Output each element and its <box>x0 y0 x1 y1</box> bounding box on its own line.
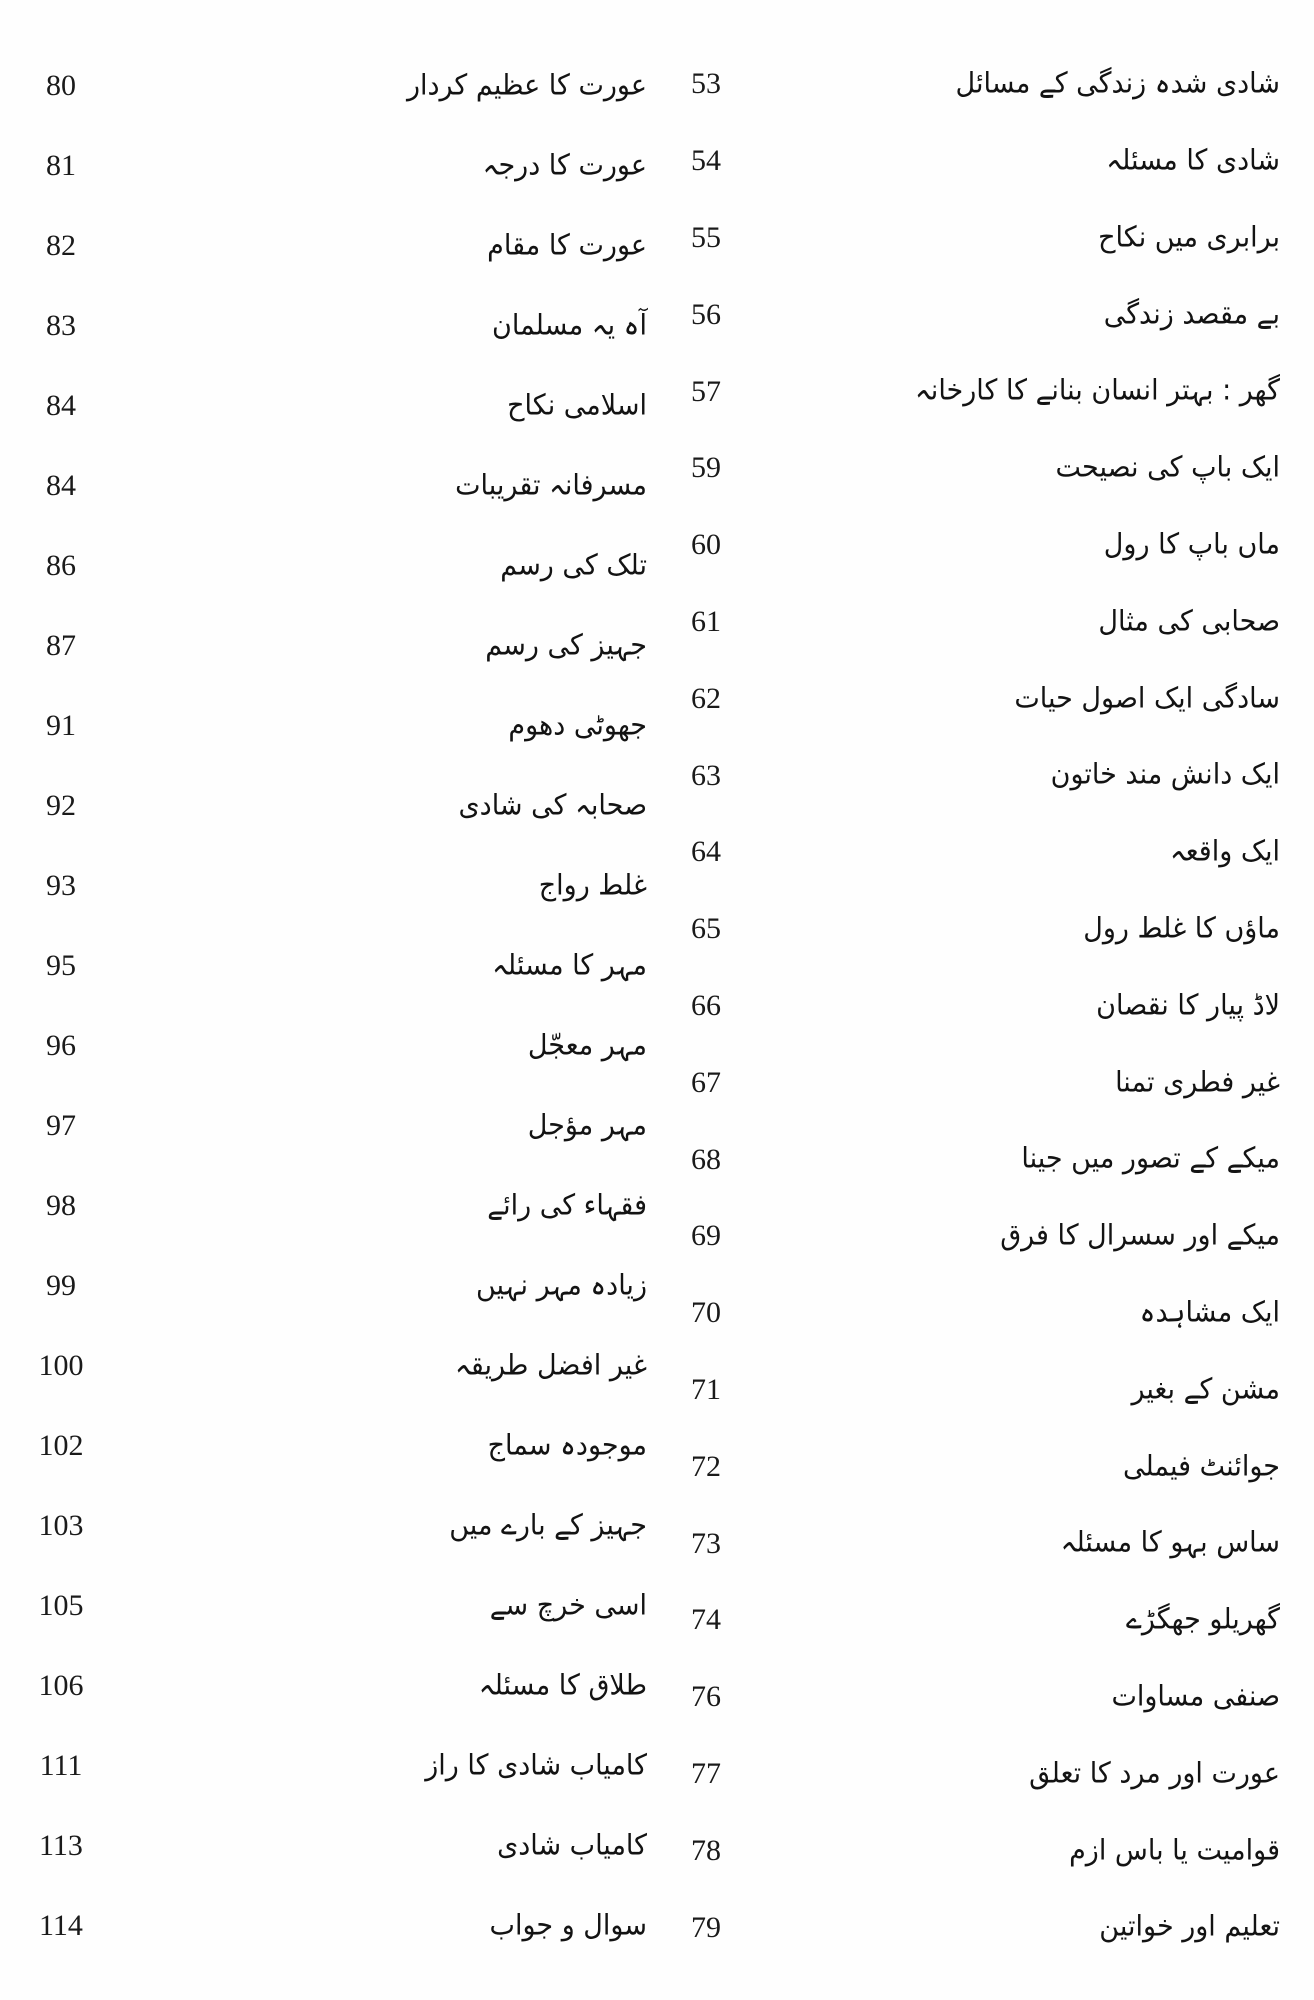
toc-entry-page-number: 64 <box>691 835 721 869</box>
toc-entry-title: لاڈ پیار کا نقصان <box>1096 988 1280 1022</box>
toc-entry-page-number: 77 <box>691 1756 721 1790</box>
toc-entry-title: جہیز کے بارے میں <box>449 1508 647 1542</box>
toc-entry-title: جوائنٹ فیملی <box>1122 1449 1280 1483</box>
toc-entry-title: غیر افضل طریقہ <box>455 1348 647 1382</box>
toc-entry-page-number: 54 <box>691 144 721 178</box>
toc-entry[interactable] <box>30 1806 647 1886</box>
toc-entry[interactable] <box>30 526 647 606</box>
toc-entry-page-number: 87 <box>46 629 76 662</box>
toc-entry-title: سوال و جواب <box>489 1908 647 1942</box>
toc-entry-title: مہر مؤجل <box>527 1108 647 1142</box>
toc-entry-page-number: 60 <box>691 528 721 562</box>
toc-entry[interactable] <box>675 1582 1284 1659</box>
toc-entry[interactable] <box>30 766 647 846</box>
toc-entry-page-number: 56 <box>691 297 721 331</box>
toc-entry[interactable] <box>30 1246 647 1326</box>
toc-entry[interactable] <box>675 891 1284 968</box>
toc-entry[interactable] <box>30 1006 647 1086</box>
toc-entry-page-number: 72 <box>691 1449 721 1483</box>
toc-entry-page-number: 78 <box>691 1833 721 1867</box>
toc-entry-title: شادی شدہ زندگی کے مسائل <box>955 67 1280 101</box>
toc-entry-page-number: 92 <box>46 789 76 822</box>
toc-entry[interactable] <box>675 814 1284 891</box>
toc-entry-page-number: 82 <box>46 229 76 262</box>
toc-entry-page-number: 66 <box>691 988 721 1022</box>
toc-entry[interactable] <box>675 430 1284 507</box>
toc-entry-title: گھر : بہتر انسان بنانے کا کارخانہ <box>914 374 1280 408</box>
toc-entry[interactable] <box>30 1726 647 1806</box>
toc-entry-title: ماؤں کا غلط رول <box>1083 912 1280 945</box>
toc-entry-page-number: 105 <box>38 1589 84 1622</box>
toc-entry[interactable] <box>30 1486 647 1566</box>
toc-entry[interactable] <box>30 206 647 286</box>
toc-entry-page-number: 80 <box>46 69 76 102</box>
toc-entry-title: ساس بہو کا مسئلہ <box>1060 1526 1280 1560</box>
toc-entry[interactable] <box>675 737 1284 814</box>
toc-entry[interactable] <box>30 1166 647 1246</box>
toc-entry-title: میکے اور سسرال کا فرق <box>1000 1219 1280 1253</box>
toc-entry-page-number: 106 <box>38 1669 84 1702</box>
toc-entry-title: گھریلو جھگڑے <box>1126 1603 1280 1637</box>
toc-entry-page-number: 59 <box>691 451 721 485</box>
toc-entry-page-number: 97 <box>46 1109 76 1142</box>
contents-column-right <box>657 46 1284 1966</box>
toc-entry-title: فقہاء کی رائے <box>487 1188 647 1222</box>
toc-entry-title: ماں باپ کا رول <box>1103 528 1280 561</box>
toc-entry-page-number: 84 <box>46 469 76 502</box>
toc-entry[interactable] <box>30 1566 647 1646</box>
toc-entry-title: مہر معجّل <box>527 1028 647 1062</box>
toc-entry-page-number: 76 <box>691 1680 721 1714</box>
toc-entry-title: زیادہ مہر نہیں <box>475 1268 647 1302</box>
toc-entry-page-number: 100 <box>38 1349 84 1382</box>
toc-entry-page-number: 102 <box>38 1429 84 1462</box>
toc-entry-title: عورت اور مرد کا تعلق <box>1029 1756 1280 1790</box>
toc-entry[interactable] <box>675 1889 1284 1966</box>
toc-entry-title: ایک باپ کی نصیحت <box>1055 451 1280 485</box>
toc-entry-page-number: 55 <box>691 220 721 254</box>
toc-entry[interactable] <box>675 1044 1284 1121</box>
toc-entry-page-number: 73 <box>691 1526 721 1560</box>
toc-entry-title: کامیاب شادی <box>497 1828 647 1862</box>
toc-entry-page-number: 71 <box>691 1372 721 1406</box>
toc-entry-title: صحابہ کی شادی <box>458 788 647 822</box>
toc-entry[interactable] <box>675 1736 1284 1813</box>
toc-entry-page-number: 86 <box>46 549 76 582</box>
toc-entry-title: قوامیت یا باس ازم <box>1069 1833 1280 1867</box>
toc-entry-page-number: 91 <box>46 709 76 742</box>
toc-entry[interactable] <box>675 1275 1284 1352</box>
toc-entry[interactable] <box>30 366 647 446</box>
toc-entry[interactable] <box>675 660 1284 737</box>
toc-entry-page-number: 111 <box>39 1749 83 1782</box>
toc-entry-title: مشن کے بغیر <box>1131 1372 1280 1406</box>
toc-entry[interactable] <box>30 606 647 686</box>
toc-entry[interactable] <box>30 1646 647 1726</box>
toc-entry[interactable] <box>675 353 1284 430</box>
toc-entry-title: غلط رواج <box>538 868 647 902</box>
toc-entry-title: غیر فطری تمنا <box>1115 1065 1280 1099</box>
toc-entry-title: ایک دانش مند خاتون <box>1050 758 1280 792</box>
toc-entry[interactable] <box>675 1198 1284 1275</box>
toc-entry-page-number: 96 <box>46 1029 76 1062</box>
toc-entry-page-number: 69 <box>691 1219 721 1253</box>
toc-entry[interactable] <box>675 1121 1284 1198</box>
toc-entry-page-number: 74 <box>691 1603 721 1637</box>
toc-entry-page-number: 93 <box>46 869 76 902</box>
toc-entry-page-number: 57 <box>691 374 721 408</box>
toc-entry-page-number: 103 <box>38 1509 84 1542</box>
toc-entry-title: طلاق کا مسئلہ <box>478 1668 647 1702</box>
toc-entry[interactable] <box>30 846 647 926</box>
toc-entry[interactable] <box>675 584 1284 661</box>
toc-entry-title: سادگی ایک اصول حیات <box>1014 681 1280 715</box>
toc-entry-page-number: 68 <box>691 1142 721 1176</box>
toc-entry-page-number: 98 <box>46 1189 76 1222</box>
toc-entry[interactable] <box>30 1886 647 1966</box>
toc-entry-title: ایک واقعہ <box>1169 835 1280 869</box>
toc-entry-page-number: 67 <box>691 1065 721 1099</box>
toc-entry[interactable] <box>30 926 647 1006</box>
toc-entry[interactable] <box>30 286 647 366</box>
toc-entry-page-number: 61 <box>691 604 721 638</box>
toc-entry[interactable] <box>30 1326 647 1406</box>
toc-entry-page-number: 113 <box>39 1829 83 1862</box>
toc-entry-title: برابری میں نکاح <box>1098 220 1280 254</box>
toc-entry[interactable] <box>675 968 1284 1045</box>
toc-entry-page-number: 53 <box>691 67 721 101</box>
toc-entry-title: تلک کی رسم <box>500 548 647 582</box>
toc-entry[interactable] <box>675 507 1284 584</box>
toc-entry-title: بے مقصد زندگی <box>1103 297 1280 331</box>
toc-entry-title: مہر کا مسئلہ <box>492 948 647 982</box>
toc-entry[interactable] <box>30 1086 647 1166</box>
toc-entry-page-number: 114 <box>39 1909 83 1942</box>
contents-column-left <box>30 46 657 1966</box>
toc-entry-page-number: 62 <box>691 681 721 715</box>
toc-entry-title: تعلیم اور خواتین <box>1099 1910 1280 1944</box>
toc-entry-page-number: 84 <box>46 389 76 422</box>
toc-entry-title: میکے کے تصور میں جینا <box>1021 1142 1280 1176</box>
toc-entry[interactable] <box>675 1812 1284 1889</box>
toc-entry[interactable] <box>675 276 1284 353</box>
toc-entry-title: ایک مشاہدہ <box>1139 1295 1280 1329</box>
toc-entry[interactable] <box>30 686 647 766</box>
toc-entry-page-number: 65 <box>691 912 721 946</box>
toc-entry-page-number: 95 <box>46 949 76 982</box>
toc-entry[interactable] <box>675 1505 1284 1582</box>
toc-entry-title: جہیز کی رسم <box>485 628 647 662</box>
toc-entry[interactable] <box>675 1428 1284 1505</box>
toc-entry[interactable] <box>30 446 647 526</box>
toc-entry-title: عورت کا درجہ <box>482 148 647 182</box>
toc-entry-page-number: 63 <box>691 758 721 792</box>
toc-entry-page-number: 83 <box>46 309 76 342</box>
toc-entry-page-number: 70 <box>691 1296 721 1330</box>
toc-entry-title: اسی خرچ سے <box>489 1588 647 1622</box>
toc-entry-page-number: 99 <box>46 1269 76 1302</box>
toc-entry-page-number: 79 <box>691 1910 721 1944</box>
toc-entry-title: موجودہ سماج <box>487 1428 647 1462</box>
toc-entry-title: عورت کا مقام <box>487 228 647 262</box>
toc-entry[interactable] <box>30 46 647 126</box>
toc-entry-title: مسرفانہ تقریبات <box>455 468 647 502</box>
toc-entry[interactable] <box>675 1352 1284 1429</box>
toc-entry-title: کامیاب شادی کا راز <box>425 1748 647 1782</box>
toc-entry-title: صحابی کی مثال <box>1098 604 1280 638</box>
toc-entry-page-number: 81 <box>46 149 76 182</box>
toc-entry[interactable] <box>675 200 1284 277</box>
toc-entry-title: صنفی مساوات <box>1111 1679 1280 1713</box>
toc-entry-title: شادی کا مسئلہ <box>1106 144 1280 177</box>
toc-entry[interactable] <box>30 1406 647 1486</box>
toc-entry[interactable] <box>675 1659 1284 1736</box>
toc-entry-title: عورت کا عظیم کردار <box>406 68 647 102</box>
toc-entry[interactable] <box>675 123 1284 200</box>
toc-entry-title: آہ یہ مسلمان <box>492 308 647 342</box>
toc-entry-title: اسلامی نکاح <box>507 388 647 422</box>
toc-entry[interactable] <box>30 126 647 206</box>
toc-entry-title: جھوٹی دھوم <box>508 708 647 742</box>
toc-entry[interactable] <box>675 46 1284 123</box>
